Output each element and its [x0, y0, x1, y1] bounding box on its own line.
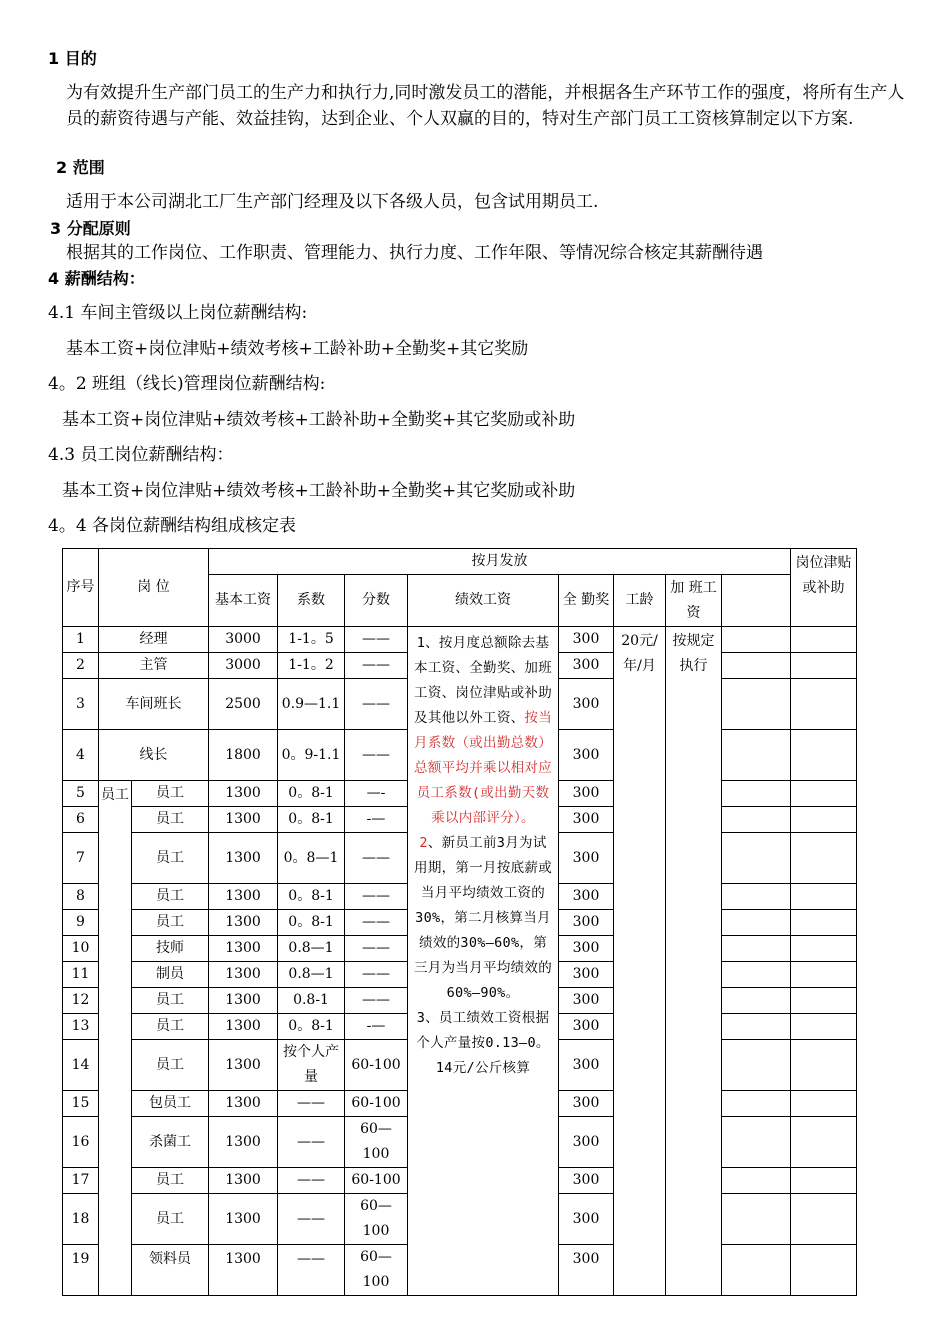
cell-no: 7 [63, 833, 99, 884]
cell-no: 11 [63, 962, 99, 988]
cell-base: 1300 [209, 910, 278, 936]
perf-text-2: 、新员工前3月为试用期，第一月按底薪或当月平均绩效工资的30%，第二月核算当月绩效的30%—60%，第三月为当月平均绩效的60%—90%。 [414, 835, 553, 1001]
cell-coef: 0.9—1.1 [278, 679, 345, 730]
cell-score: 60-100 [345, 1168, 408, 1194]
section-3-body: 根据其的工作岗位、工作职责、管理能力、执行力度、工作年限、等情况综合核定其薪酬待遇 [66, 243, 763, 263]
cell-other [791, 807, 857, 833]
cell-score: —— [345, 833, 408, 884]
cell-no: 12 [63, 988, 99, 1014]
cell-allowance [722, 1040, 791, 1091]
cell-base: 3000 [209, 653, 278, 679]
cell-other [791, 1168, 857, 1194]
section-3-title: 3 分配原则 [50, 219, 131, 238]
cell-other [791, 1091, 857, 1117]
cell-no: 8 [63, 884, 99, 910]
cell-allowance [722, 627, 791, 653]
cell-allowance [722, 1194, 791, 1245]
cell-score: —- [345, 781, 408, 807]
cell-attendance: 300 [559, 962, 614, 988]
cell-coef: 0。8-1 [278, 884, 345, 910]
cell-allowance [722, 988, 791, 1014]
cell-base: 1300 [209, 1014, 278, 1040]
cell-attendance: 300 [559, 833, 614, 884]
cell-base: 1300 [209, 1245, 278, 1296]
perf-description [408, 627, 559, 1296]
cell-allowance [722, 1117, 791, 1168]
table-row [63, 627, 857, 653]
cell-attendance: 300 [559, 1040, 614, 1091]
cell-base: 1300 [209, 807, 278, 833]
salary-structure-table [62, 548, 857, 1296]
employee-group-label: 员工 [99, 781, 132, 1296]
header-seniority: 工龄 [614, 575, 666, 627]
cell-allowance [722, 679, 791, 730]
cell-no: 18 [63, 1194, 99, 1245]
section-4-1-title: 4.1 车间主管级以上岗位薪酬结构: [48, 303, 308, 323]
cell-other [791, 962, 857, 988]
cell-score: —— [345, 653, 408, 679]
cell-allowance [722, 936, 791, 962]
cell-attendance: 300 [559, 1245, 614, 1296]
cell-other [791, 679, 857, 730]
section-1-body: 为有效提升生产部门员工的生产力和执行力,同时激发员工的潜能，并根据各生产环节工作的强度，将所有生产人员的薪资待遇与产能、效益挂钩，达到企业、个人双赢的目的，特对生产部门员工工资核算制定以下方案. [66, 83, 905, 129]
cell-position: 制员 [132, 962, 209, 988]
cell-attendance: 300 [559, 807, 614, 833]
cell-base: 1300 [209, 833, 278, 884]
cell-base: 3000 [209, 627, 278, 653]
cell-score: 60—100 [345, 1194, 408, 1245]
cell-allowance [722, 1168, 791, 1194]
cell-base: 2500 [209, 679, 278, 730]
cell-attendance: 300 [559, 781, 614, 807]
cell-attendance: 300 [559, 936, 614, 962]
cell-no: 10 [63, 936, 99, 962]
cell-score: —— [345, 730, 408, 781]
cell-coef: 0。8-1 [278, 781, 345, 807]
cell-coef: 0。8-1 [278, 910, 345, 936]
cell-allowance [722, 1091, 791, 1117]
cell-base: 1300 [209, 962, 278, 988]
cell-attendance: 300 [559, 1194, 614, 1245]
cell-other [791, 910, 857, 936]
section-4-2-title: 4。2 班组（线长)管理岗位薪酬结构: [48, 374, 326, 394]
cell-other [791, 1117, 857, 1168]
perf-text-1: 1、按月度总额除去基本工资、全勤奖、加班工资、岗位津贴或补助及其他以外工资、 [414, 635, 553, 726]
cell-position: 员工 [132, 1040, 209, 1091]
cell-coef: 按个人产量 [278, 1040, 345, 1091]
cell-no: 6 [63, 807, 99, 833]
cell-allowance [722, 653, 791, 679]
cell-coef: 0。8-1 [278, 807, 345, 833]
cell-attendance: 300 [559, 1014, 614, 1040]
cell-no: 1 [63, 627, 99, 653]
section-4-3-title: 4.3 员工岗位薪酬结构： [48, 445, 234, 465]
cell-other [791, 627, 857, 653]
cell-score: 60-100 [345, 1091, 408, 1117]
cell-attendance: 300 [559, 679, 614, 730]
cell-allowance [722, 833, 791, 884]
cell-attendance: 300 [559, 730, 614, 781]
cell-other [791, 833, 857, 884]
cell-base: 1300 [209, 1117, 278, 1168]
cell-other [791, 781, 857, 807]
cell-other [791, 1245, 857, 1296]
cell-no: 9 [63, 910, 99, 936]
cell-no: 4 [63, 730, 99, 781]
cell-allowance [722, 807, 791, 833]
perf-text-2-num: 2 [419, 835, 428, 851]
cell-coef: 0。8—1 [278, 833, 345, 884]
cell-score: —— [345, 910, 408, 936]
cell-position: 员工 [132, 833, 209, 884]
cell-base: 1800 [209, 730, 278, 781]
cell-coef: 1-1。5 [278, 627, 345, 653]
cell-coef: —— [278, 1168, 345, 1194]
cell-base: 1300 [209, 781, 278, 807]
section-2-body: 适用于本公司湖北工厂生产部门经理及以下各级人员，包含试用期员工. [66, 192, 599, 212]
header-seq: 序号 [63, 549, 99, 627]
header-allowance: 岗位津贴或补助 [791, 549, 857, 627]
cell-attendance: 300 [559, 884, 614, 910]
section-4-4-title: 4。4 各岗位薪酬结构组成核定表 [48, 516, 297, 536]
cell-attendance: 300 [559, 1117, 614, 1168]
section-4-2-body: 基本工资+岗位津贴+绩效考核+工龄补助+全勤奖+其它奖励或补助 [62, 410, 576, 430]
cell-score: —— [345, 962, 408, 988]
cell-position: 员工 [132, 807, 209, 833]
section-1-title: 1 目的 [48, 49, 97, 68]
cell-score: 60-100 [345, 1040, 408, 1091]
cell-no: 13 [63, 1014, 99, 1040]
cell-coef: 0.8-1 [278, 988, 345, 1014]
cell-no: 16 [63, 1117, 99, 1168]
section-4-title: 4 薪酬结构： [48, 269, 145, 288]
cell-no: 17 [63, 1168, 99, 1194]
cell-position: 员工 [132, 884, 209, 910]
cell-allowance [722, 884, 791, 910]
cell-base: 1300 [209, 1040, 278, 1091]
cell-score: -— [345, 807, 408, 833]
cell-base: 1300 [209, 884, 278, 910]
header-perf: 绩效工资 [408, 575, 559, 627]
cell-allowance [722, 781, 791, 807]
cell-score: —— [345, 988, 408, 1014]
cell-attendance: 300 [559, 627, 614, 653]
header-monthly: 按月发放 [209, 549, 791, 575]
cell-attendance: 300 [559, 988, 614, 1014]
cell-attendance: 300 [559, 1091, 614, 1117]
cell-score: —— [345, 627, 408, 653]
cell-position: 员工 [132, 1194, 209, 1245]
cell-coef: 0.8—1 [278, 962, 345, 988]
header-base: 基本工资 [209, 575, 278, 627]
cell-coef: —— [278, 1117, 345, 1168]
section-4-3-body: 基本工资+岗位津贴+绩效考核+工龄补助+全勤奖+其它奖励或补助 [62, 481, 576, 501]
cell-score: -— [345, 1014, 408, 1040]
cell-coef: 0。8-1 [278, 1014, 345, 1040]
cell-attendance: 300 [559, 1168, 614, 1194]
cell-other [791, 988, 857, 1014]
cell-coef: —— [278, 1245, 345, 1296]
overtime-value: 按规定执行 [666, 627, 722, 1296]
cell-position: 线长 [99, 730, 209, 781]
cell-score: —— [345, 884, 408, 910]
section-4-1-body: 基本工资+岗位津贴+绩效考核+工龄补助+全勤奖+其它奖励 [66, 339, 529, 359]
cell-position: 员工 [132, 988, 209, 1014]
seniority-value: 20元/年/月 [614, 627, 666, 1296]
cell-position: 包员工 [132, 1091, 209, 1117]
cell-allowance [722, 1014, 791, 1040]
cell-position: 技师 [132, 936, 209, 962]
cell-no: 3 [63, 679, 99, 730]
cell-position: 领料员 [132, 1245, 209, 1296]
cell-no: 15 [63, 1091, 99, 1117]
cell-position: 员工 [132, 910, 209, 936]
cell-other [791, 730, 857, 781]
cell-position: 主管 [99, 653, 209, 679]
cell-base: 1300 [209, 936, 278, 962]
cell-base: 1300 [209, 1091, 278, 1117]
perf-text-red: 按当月系数（或出勤总数）总额平均并乘以相对应员工系数(或出勤天数乘以内部评分）。 [414, 710, 553, 826]
cell-coef: —— [278, 1194, 345, 1245]
header-overtime: 加 班工资 [666, 575, 722, 627]
cell-other [791, 1014, 857, 1040]
header-score: 分数 [345, 575, 408, 627]
perf-text-3: 3、员工绩效工资根据个人产量按0.13—0。14元/公斤核算 [416, 1010, 550, 1076]
header-coef: 系数 [278, 575, 345, 627]
cell-no: 19 [63, 1245, 99, 1296]
cell-coef: 0.8—1 [278, 936, 345, 962]
cell-attendance: 300 [559, 653, 614, 679]
cell-coef: 1-1。2 [278, 653, 345, 679]
cell-other [791, 653, 857, 679]
cell-no: 2 [63, 653, 99, 679]
cell-position: 员工 [132, 1168, 209, 1194]
cell-position: 员工 [132, 1014, 209, 1040]
cell-base: 1300 [209, 1168, 278, 1194]
cell-score: —— [345, 936, 408, 962]
cell-position: 车间班长 [99, 679, 209, 730]
cell-coef: 0。9-1.1 [278, 730, 345, 781]
cell-position: 经理 [99, 627, 209, 653]
cell-allowance [722, 962, 791, 988]
cell-base: 1300 [209, 988, 278, 1014]
cell-no: 5 [63, 781, 99, 807]
cell-score: 60—100 [345, 1245, 408, 1296]
cell-coef: —— [278, 1091, 345, 1117]
cell-no: 14 [63, 1040, 99, 1091]
cell-position: 杀菌工 [132, 1117, 209, 1168]
cell-other [791, 1194, 857, 1245]
cell-other [791, 884, 857, 910]
header-attendance: 全 勤奖 [559, 575, 614, 627]
cell-position: 员工 [132, 781, 209, 807]
header-position: 岗 位 [99, 549, 209, 627]
cell-other [791, 1040, 857, 1091]
cell-score: —— [345, 679, 408, 730]
section-2-title: 2 范围 [56, 158, 105, 177]
cell-base: 1300 [209, 1194, 278, 1245]
cell-other [791, 936, 857, 962]
cell-allowance [722, 910, 791, 936]
cell-allowance [722, 730, 791, 781]
cell-allowance [722, 1245, 791, 1296]
cell-score: 60—100 [345, 1117, 408, 1168]
cell-attendance: 300 [559, 910, 614, 936]
